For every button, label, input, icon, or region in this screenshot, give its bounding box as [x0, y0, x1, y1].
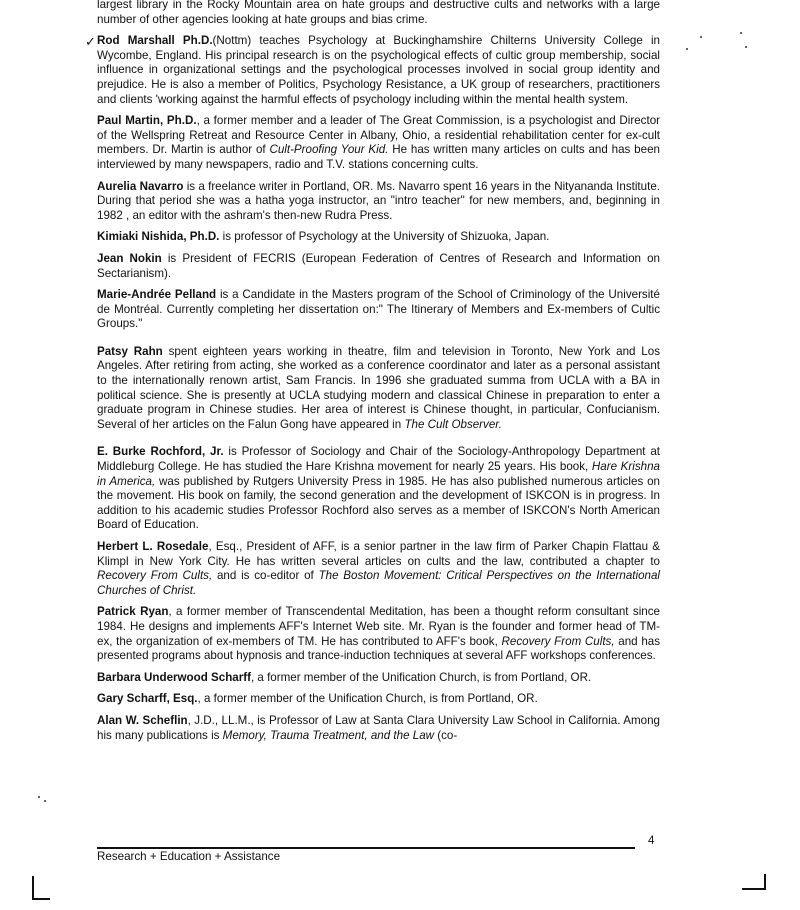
- book-title: Recovery From Cults,: [501, 634, 615, 648]
- bio-name: Patsy Rahn: [97, 344, 163, 358]
- crop-mark-right: [742, 888, 766, 890]
- bio-barbara-scharff: [97, 671, 660, 686]
- bio-text: is a freelance writer in Portland, OR. Ms. Navarro spent 16 years in the Nityananda Institute. During that period she was a hatha yoga instructor, an "intro teacher" for new members, and, beginning in 1982 , an editor with the ashram's then-new Rudra Press.: [97, 179, 660, 222]
- bio-text: , a former member of the Unification Church, is from Portland, OR.: [250, 670, 592, 684]
- bio-aurelia-navarro: [97, 180, 660, 224]
- bio-gary-scharff: [97, 692, 660, 707]
- book-title-2: The Boston Movement: Critical Perspectives on the International Churches of Christ.: [97, 569, 661, 597]
- page-number: 4: [648, 834, 655, 847]
- scan-speck: [740, 32, 742, 34]
- footer-text: Research + Education + Assistance: [97, 850, 281, 863]
- bio-herbert-rosedale: [97, 540, 660, 598]
- handwritten-check-mark: ✓: [85, 35, 96, 50]
- bio-text: , Esq., President of AFF, is a senior partner in the law firm of Parker Chapin Flattau & Klimpl in New York City. He has written several articles on cults and the law, contributed a chapter to: [97, 540, 660, 568]
- bio-name: E. Burke Rochford, Jr.: [97, 445, 224, 459]
- bio-name: Herbert L. Rosedale: [97, 540, 209, 553]
- bio-text: , J.D., LL.M., is Professor of Law at Santa Clara University Law School in California. Among his many publications is: [97, 713, 660, 742]
- bio-name: Rod Marshall Ph.D.: [97, 34, 213, 48]
- bio-name: Kimiaki Nishida, Ph.D.: [97, 230, 220, 244]
- bio-name: Aurelia Navarro: [97, 179, 184, 193]
- bio-rod-marshall: [97, 34, 660, 107]
- bio-jean-nokin: [97, 252, 660, 281]
- bio-text-after: and has presented programs about hypnosis and trance-induction techniques at several AFF workshops conferences.: [97, 634, 661, 663]
- bio-text-after: was published by Rutgers University Press in 1985. He has also published numerous articles on the movement. His book on family, the second generation and the development of ISKCON is in progress. In addition to his academic studies Professor Rochford also serves as a member of ISKCON's North American Board of Education.: [97, 474, 660, 532]
- bio-text: (Nottm) teaches Psychology at Buckinghamshire Chilterns University College in Wycombe, England. His principal research is on the psychological effects of cultic group membership, social influence in organizational settings and the psychological processes involved in social group identity and prejudice. He is also a member of Politics, Psychology Resistance, a UK group of researchers, practitioners and clients 'working against the harmful effects of psychology including within the mental health system.: [97, 34, 660, 106]
- bio-paul-martin: [97, 114, 660, 172]
- paragraph-text: largest library in the Rocky Mountain area on hate groups and destructive cults and networks with a large number of other agencies looking at hate groups and bias crime.: [97, 0, 660, 26]
- bio-marie-andree-pelland: [97, 288, 660, 332]
- book-title: Recovery From Cults,: [97, 569, 213, 583]
- bio-name: Patrick Ryan: [97, 605, 169, 619]
- bio-text-after: (co-: [434, 728, 458, 742]
- book-title: Memory, Trauma Treatment, and the Law: [222, 728, 435, 742]
- bio-text: is President of FECRIS (European Federation of Centres of Research and Information on Sectarianism).: [97, 251, 660, 280]
- bio-patrick-ryan: [97, 605, 660, 663]
- bio-text: is a Candidate in the Masters program of the School of Criminology of the Université de Montréal. Currently completing her dissertation on:" The Itinerary of Members and Ex-members of Cultic Groups.": [97, 288, 660, 331]
- bio-text-after: and is co-editor of: [212, 569, 319, 583]
- scan-speck: [44, 800, 46, 802]
- bio-patsy-rahn: [97, 345, 660, 433]
- bio-text: , a former member of Transcendental Meditation, has been a thought reform consultant since 1984. He designs and implements AFF's Internet Web site. Mr. Ryan is the founder and former head of TM-ex, the organization of ex-members of TM. He has contributed to AFF's book,: [97, 605, 660, 648]
- publication-title: The Cult Observer.: [404, 417, 502, 431]
- crop-mark-left: [32, 898, 50, 900]
- crop-mark-left: [32, 876, 34, 900]
- bio-name: Barbara Underwood Scharff: [97, 670, 251, 684]
- scan-speck: [38, 796, 40, 798]
- bio-text: , a former member of the Unification Church, is from Portland, OR.: [197, 692, 538, 706]
- footer-rule: [97, 847, 635, 849]
- bio-name: Marie-Andrée Pelland: [97, 288, 217, 302]
- bio-burke-rochford: [97, 445, 660, 533]
- paragraph-continuation: [97, 0, 660, 27]
- book-title: Hare Krishna in America,: [97, 460, 660, 488]
- contributors-text: [97, 0, 660, 750]
- bio-name: Jean Nokin: [97, 251, 162, 265]
- bio-text: is Professor of Sociology and Chair of the Sociology-Anthropology Department at Middleburg College. He has studied the Hare Krishna movement for nearly 25 years. His book,: [97, 445, 661, 474]
- bio-text: spent eighteen years working in theatre, film and television in Toronto, New York and Los Angeles. After retiring from acting, she worked as a conference coordinator and later as a personal assistant to the internationally renown artist, Sam Francis. In 1996 she graduated summa from UCLA with a BA in political science. She is presently at UCLA studying modern and classical Chinese in preparation to enter a graduate program in Chinese studies. Her area of interest is Chinese thought, in particular, Confucianism. Several of her articles on the Falun Gong have appeared in: [97, 344, 660, 431]
- bio-alan-scheflin: [97, 714, 660, 743]
- scan-speck: [745, 46, 747, 48]
- scan-speck: [686, 48, 688, 50]
- bio-text-after: He has written many articles on cults and has been interviewed by many newspapers, radio and T.V. stations concerning cults.: [97, 143, 660, 171]
- bio-text: , a former member and a leader of The Great Commission, is a psychologist and Director of the Wellspring Retreat and Resource Center in Albany, Ohio, a residential rehabilitation center for ex-cult members. Dr. Martin is author of: [97, 114, 661, 157]
- bio-kimiaki-nishida: [97, 230, 660, 245]
- book-title: Cult-Proofing Your Kid.: [269, 143, 389, 157]
- bio-name: Paul Martin, Ph.D.: [97, 114, 197, 128]
- bio-name: Gary Scharff, Esq.: [97, 692, 198, 706]
- bio-text: is professor of Psychology at the University of Shizuoka, Japan.: [219, 230, 550, 244]
- bio-name: Alan W. Scheflin: [97, 713, 188, 727]
- scan-speck: [700, 36, 702, 38]
